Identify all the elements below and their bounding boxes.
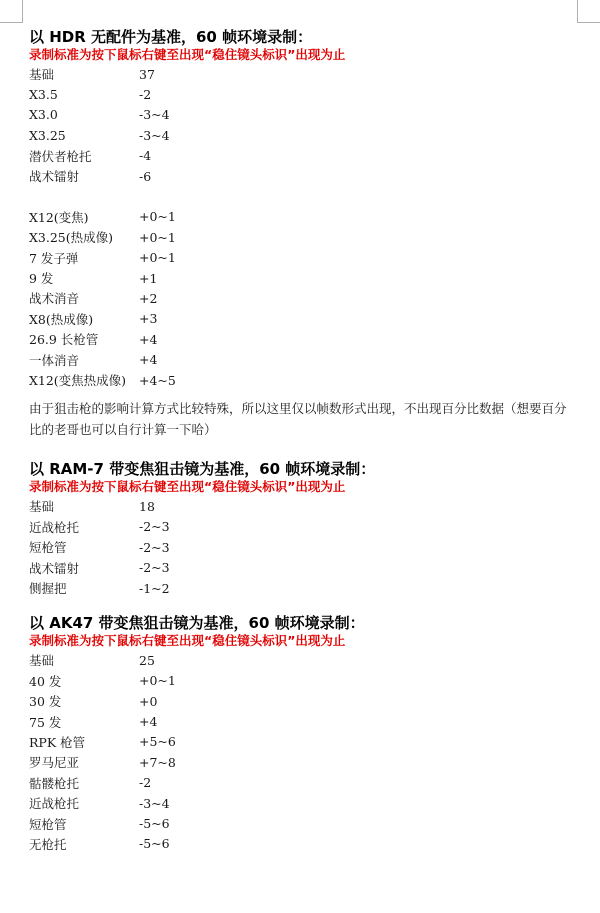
attachment-name: 骷髅枪托 — [29, 775, 80, 791]
attachment-name: 短枪管 — [29, 540, 67, 556]
attachment-table-b — [29, 207, 579, 391]
frame-value: 18 — [139, 498, 155, 514]
attachment-name: 战术镭射 — [29, 560, 80, 576]
table-row — [29, 125, 579, 145]
attachment-name: 短枪管 — [29, 816, 67, 832]
section-hdr — [29, 28, 579, 440]
frame-value: +5~6 — [139, 734, 176, 750]
table-row — [29, 834, 579, 854]
section-heading: 以 RAM-7 带变焦狙击镜为基准，60 帧环境录制： — [29, 460, 376, 479]
attachment-name: X3.25(热成像) — [29, 230, 113, 246]
frame-value: +2 — [139, 290, 158, 306]
frame-value: -3~4 — [139, 795, 170, 811]
attachment-name: 基础 — [29, 653, 55, 669]
attachment-name: 潜伏者枪托 — [29, 148, 92, 164]
table-row — [29, 671, 579, 691]
crop-mark-top-right — [577, 0, 600, 23]
recording-standard-note: 录制标准为按下鼠标右键至出现“稳住镜头标识”出现为止 — [29, 633, 346, 649]
table-row — [29, 557, 579, 577]
attachment-name: RPK 枪管 — [29, 734, 86, 750]
attachment-table — [29, 650, 579, 854]
frame-value: +7~8 — [139, 754, 176, 770]
table-row — [29, 496, 579, 516]
frame-value: 37 — [139, 66, 155, 82]
attachment-name: 40 发 — [29, 673, 62, 689]
recording-standard-note: 录制标准为按下鼠标右键至出现“稳住镜头标识”出现为止 — [29, 47, 346, 62]
table-row — [29, 207, 579, 227]
blank-line — [29, 186, 579, 206]
recording-standard-note: 录制标准为按下鼠标右键至出现“稳住镜头标识”出现为止 — [29, 479, 346, 495]
attachment-name: 7 发子弹 — [29, 250, 79, 266]
table-row — [29, 517, 579, 537]
section-heading: 以 AK47 带变焦狙击镜为基准，60 帧环境录制： — [29, 614, 365, 633]
attachment-name: X12(变焦热成像) — [29, 373, 127, 389]
table-row — [29, 146, 579, 166]
frame-value: +0~1 — [139, 250, 176, 266]
attachment-name: 战术消音 — [29, 291, 80, 307]
frame-value: +1 — [139, 270, 158, 286]
attachment-table — [29, 496, 579, 598]
frame-value: +0~1 — [139, 673, 176, 689]
attachment-name: X8(热成像) — [29, 311, 94, 327]
table-row — [29, 752, 579, 772]
table-row — [29, 166, 579, 186]
frame-value: -1~2 — [139, 580, 170, 596]
attachment-name: 罗马尼亚 — [29, 755, 80, 771]
frame-value: -2 — [139, 87, 152, 103]
table-row — [29, 268, 579, 288]
table-row — [29, 248, 579, 268]
table-row — [29, 773, 579, 793]
attachment-name: 无枪托 — [29, 836, 67, 852]
frame-value: +4 — [139, 352, 158, 368]
attachment-name: 侧握把 — [29, 581, 67, 596]
section-heading: 以 HDR 无配件为基准，60 帧环境录制： — [29, 28, 313, 46]
table-row — [29, 370, 579, 390]
attachment-name: X3.25 — [29, 127, 66, 143]
frame-value: +4~5 — [139, 372, 176, 388]
frame-value: -5~6 — [139, 816, 170, 832]
attachment-name: 一体消音 — [29, 352, 80, 368]
frame-value: -6 — [139, 168, 152, 184]
table-row — [29, 329, 579, 349]
document-body — [29, 28, 579, 854]
attachment-name: 近战枪托 — [29, 796, 80, 812]
attachment-name: 基础 — [29, 499, 55, 515]
table-row — [29, 732, 579, 752]
frame-value: +0~1 — [139, 229, 176, 245]
attachment-table-a — [29, 64, 579, 186]
attachment-name: X12(变焦) — [29, 209, 89, 225]
table-row — [29, 84, 579, 104]
attachment-name: 战术镭射 — [29, 169, 80, 185]
frame-value: -4 — [139, 148, 152, 164]
attachment-name: 近战枪托 — [29, 519, 80, 535]
frame-value: -5~6 — [139, 836, 170, 852]
frame-value: -3~4 — [139, 127, 170, 143]
frame-value: +4 — [139, 714, 158, 730]
table-row — [29, 288, 579, 308]
table-row — [29, 64, 579, 84]
table-row — [29, 227, 579, 247]
attachment-name: 9 发 — [29, 271, 54, 287]
frame-value: 25 — [139, 652, 155, 668]
table-row — [29, 813, 579, 833]
frame-value: +3 — [139, 311, 158, 327]
attachment-name: X3.5 — [29, 87, 58, 103]
frame-value: -2~3 — [139, 519, 170, 535]
frame-value: -2 — [139, 775, 152, 791]
frame-value: +4 — [139, 331, 158, 347]
table-row — [29, 105, 579, 125]
frame-value: -2~3 — [139, 539, 170, 555]
frame-value: -2~3 — [139, 560, 170, 576]
section-ram7 — [29, 460, 579, 598]
attachment-name: 基础 — [29, 67, 55, 83]
table-row — [29, 537, 579, 557]
attachment-name: 26.9 长枪管 — [29, 332, 99, 348]
explanatory-note: 由于狙击枪的影响计算方式比较特殊，所以这里仅以帧数形式出现，不出现百分比数据（想要百分比的老哥也可以自行计算一下哈） — [29, 401, 567, 438]
attachment-name: 30 发 — [29, 694, 62, 710]
attachment-name: X3.0 — [29, 107, 58, 123]
table-row — [29, 691, 579, 711]
section-ak47 — [29, 614, 579, 854]
attachment-name: 75 发 — [29, 714, 62, 730]
table-row — [29, 349, 579, 369]
frame-value: +0~1 — [139, 209, 176, 225]
table-row — [29, 309, 579, 329]
frame-value: +0 — [139, 693, 158, 709]
table-row — [29, 711, 579, 731]
table-row — [29, 650, 579, 670]
table-row — [29, 578, 579, 598]
table-row — [29, 793, 579, 813]
crop-mark-top-left — [0, 0, 23, 23]
frame-value: -3~4 — [139, 107, 170, 123]
